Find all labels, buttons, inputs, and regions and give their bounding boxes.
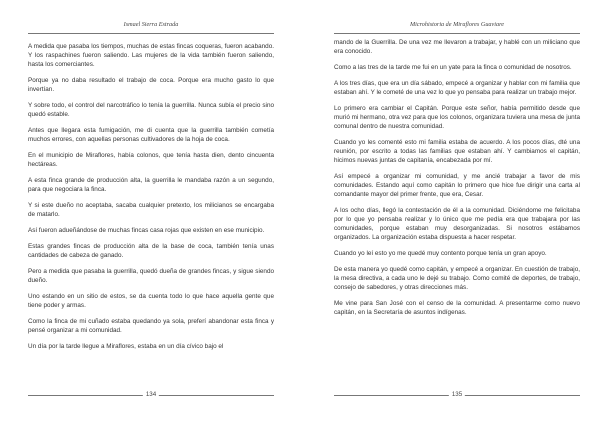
header-rule: [28, 33, 274, 34]
page-footer: [334, 391, 580, 401]
running-header-title: Microhistoria de Miraflores Guaviare: [409, 21, 504, 28]
page-number: 134: [143, 391, 159, 399]
paragraph: A medida que pasaba los tiempos, muchas de estas fincas coqueras, fueron acabando. Y los raspachines fueron saliendo. Las mujeres de la vida también fueron saliendo, hasta los comerciantes.: [28, 43, 274, 68]
paragraph: A los tres días, que era un día sábado, empecé a organizar y hablar con mi familia que estaban ahí. Y le cometé de una vez lo que yo pensaba para realizar un trabajo mejor.: [334, 80, 580, 96]
paragraph: En el municipio de Miraflores, había colonos, que tenía hasta dien, dento cincuenta hectáreas.: [28, 152, 274, 168]
paragraph: A esta finca grande de producción alta, la guerrilla le mandaba razón a un segundo, para que negociara la finca.: [28, 177, 274, 193]
header-rule: [334, 33, 580, 34]
paragraph: Pero a medida que pasaba la guerrilla, quedó dueña de grandes fincas, y sigue siendo dueño.: [28, 268, 274, 284]
paragraph: Así fueron adueñándose de muchas fincas casa rojas que existen en ese municipio.: [28, 227, 265, 234]
page-number: 135: [449, 391, 465, 399]
page-footer: [28, 391, 274, 401]
paragraph: Uno estando en un sitio de estos, se da cuenta todo lo que hace aquella gente que tiene poder y armas.: [28, 293, 274, 309]
paragraph: mando de la Guerrilla. De una vez me llevaron a trabajar, y hablé con un miliciano que era conocido.: [334, 39, 580, 55]
paragraph: Lo primero era cambiar el Capitán. Porque este señor, había permitido desde que murió mi hermano, otra vez para que los colonos, organizara tuviera una mesa de junta comunal dentro de nuestra comunidad.: [334, 105, 580, 130]
left-page: [28, 0, 274, 426]
left-page-body: [28, 42, 274, 358]
paragraph: Y si este dueño no aceptaba, sacaba cualquier pretexto, los milicianos se encargaba de matarlo.: [28, 202, 274, 218]
paragraph: Estas grandes fincas de producción alta de la base de coca, también tenía unas cantidades de cabeza de ganado.: [28, 243, 274, 259]
running-header-author: Ismael Sierra Estrada: [123, 21, 179, 28]
paragraph: Me vine para San José con el censo de la comunidad. A presentarme como nuevo capitán, en la Secretaría de asuntos indígenas.: [334, 300, 580, 316]
paragraph: Cuando yo les comenté esto mi familia estaba de acuerdo. A los pocos días, dté una reunión, por escrito a todas las familias que estaban ahí. Y cambiamos el capitán, hicimos nuevas juntas de capitanía, encabezada por mí.: [334, 139, 580, 164]
right-page: [334, 0, 580, 426]
paragraph: Un día por la tarde llegue a Miraflores, estaba en un día cívico bajo el: [28, 343, 224, 350]
paragraph: Como la finca de mi cuñado estaba quedando ya sola, preferí abandonar esta finca y pensé organizar a mi comunidad.: [28, 318, 274, 334]
right-page-body: [334, 38, 580, 324]
paragraph: Porque ya no daba resultado el trabajo de coca. Porque era mucho gasto lo que invertían.: [28, 77, 274, 93]
paragraph: Y sobre todo, el control del narcotráfico lo tenía la guerrilla. Nunca subía el precio sino quedó estable.: [28, 102, 274, 118]
paragraph: Así empecé a organizar mi comunidad, y me ancié trabajar a favor de mis comunidades. Estando aquí como capitán lo primero que hice fue dirigir una carta al comandante mayor del primer frente, que era, Cesar.: [334, 173, 580, 198]
paragraph: De esta manera yo quedé como capitán, y empecé a organizar. En cuestión de trabajo, la mesa directiva, a cada uno le dejé su trabajo. Como comité de deportes, de trabajo, consejo de sabedores, y otras direcciones más.: [334, 266, 580, 291]
paragraph: Cuando yo leí esto yo me quedé muy contento porque tenía un gran apoyo.: [334, 250, 547, 257]
paragraph: Como a las tres de la tarde me fui en un yate para la finca o comunidad de nosotros.: [334, 64, 572, 71]
paragraph: A los ocho días, llegó la contestación de él a la comunidad. Diciéndome me felicitaba por lo que yo pensaba realizar y lo único que me pedía era que trabajara por las comunidades, porque estaban muy desorganizadas. Si nosotros estábamos organizados. La organización estaba dispuesta a hacer respetar.: [334, 207, 580, 241]
paragraph: Antes que llegara esta fumigación, me di cuenta que la guerrilla también cometía muchos errores, con aquellas personas cultivadores de la hoja de coca.: [28, 127, 274, 143]
